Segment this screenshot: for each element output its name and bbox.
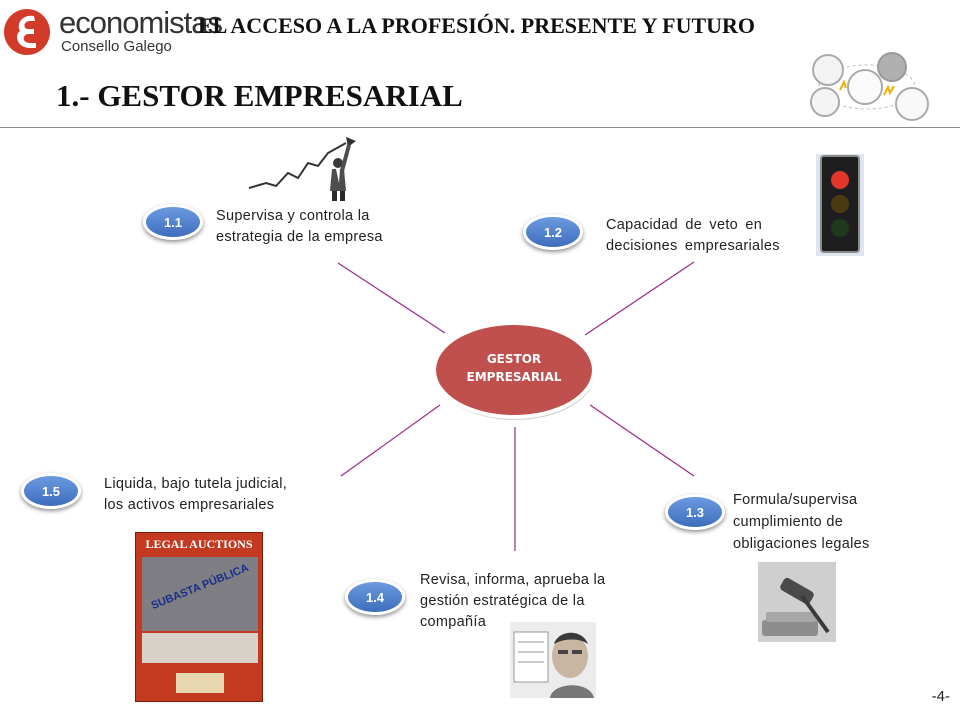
- traffic-light-image: [816, 154, 864, 256]
- connector-1-3: [590, 405, 694, 476]
- node-text-1-5: [104, 474, 287, 516]
- page-title: 1.- GESTOR EMPRESARIAL: [56, 78, 463, 113]
- node-text-1-3: [733, 489, 870, 555]
- badge-1-2: 1.2: [523, 214, 583, 250]
- logo-subtitle: Consello Galego: [61, 38, 172, 55]
- node-text-line: decisiones empresariales: [606, 238, 780, 254]
- badge-1-1: 1.1: [143, 204, 203, 240]
- connector-1-2: [585, 262, 694, 335]
- poster-text-block: [142, 633, 258, 663]
- center-label-line: GESTOR: [486, 352, 542, 366]
- node-text-line: obligaciones legales: [733, 536, 870, 552]
- poster-emblem: [176, 673, 224, 693]
- logo-wordmark: economistas: [59, 5, 223, 40]
- node-text-line: los activos empresariales: [104, 497, 275, 513]
- auction-poster-image: [135, 532, 263, 702]
- badge-1-3: 1.3: [665, 494, 725, 530]
- node-text-line: Liquida, bajo tutela judicial,: [104, 476, 288, 492]
- node-text-line: cumplimiento de: [733, 514, 844, 530]
- node-text-line: compañía: [420, 614, 487, 630]
- node-text-line: Formula/supervisa: [733, 492, 858, 508]
- node-text-line: Revisa, informa, aprueba la: [420, 572, 606, 588]
- badge-1-5: 1.5: [21, 473, 81, 509]
- center-label-line: EMPRESARIAL: [466, 370, 562, 384]
- gavel-image: [758, 562, 836, 642]
- node-text-1-2: [606, 215, 780, 257]
- poster-title: LEGAL AUCTIONS: [145, 537, 253, 551]
- presentation-title: EL ACCESO A LA PROFESIÓN. PRESENTE Y FUTURO: [198, 13, 756, 38]
- connector-1-5: [341, 405, 440, 476]
- node-text-line: Capacidad de veto en: [606, 217, 763, 233]
- growth-chart-businessman-image: [246, 133, 361, 203]
- node-text-line: Supervisa y controla la: [216, 208, 370, 224]
- center-node-label: [429, 350, 599, 386]
- node-text-line: estrategia de la empresa: [216, 229, 383, 245]
- badge-1-4: 1.4: [345, 579, 405, 615]
- poster-stamp: SUBASTA PÚBLICA: [149, 561, 251, 613]
- node-text-line: gestión estratégica de la: [420, 593, 585, 609]
- node-text-1-1: [216, 206, 383, 248]
- page-number: -4-: [931, 688, 950, 705]
- man-reviewing-documents-image: [510, 622, 596, 698]
